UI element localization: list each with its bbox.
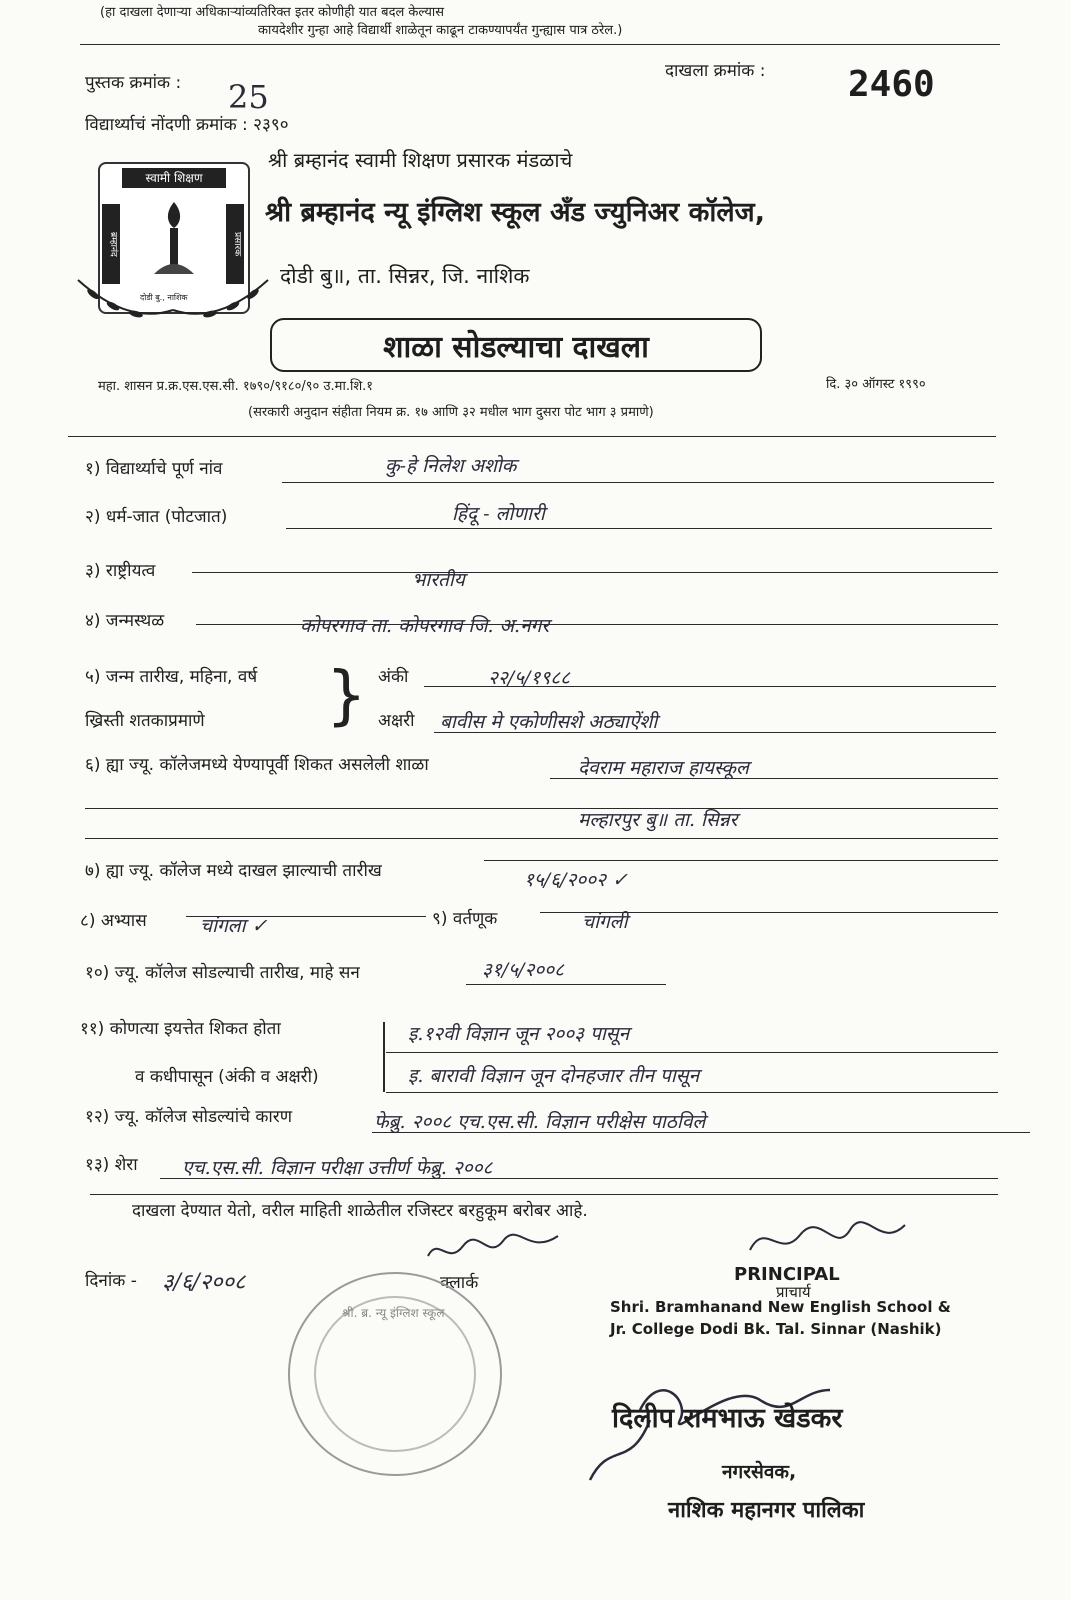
field-line: [484, 860, 998, 861]
field-value-class-since: इ. बारावी विज्ञान जून दोनहजार तीन पासून: [408, 1065, 700, 1087]
notice-line-1: (हा दाखला देणाऱ्या अधिकाऱ्यांव्यतिरिक्त इतर कोणीही यात बदल केल्यास: [100, 5, 445, 20]
attester-organization: नाशिक महानगर पालिका: [668, 1498, 865, 1523]
divider: [80, 44, 1000, 45]
field-label-conduct: ९) वर्तणूक: [432, 909, 498, 929]
book-number: 25: [228, 78, 269, 116]
clerk-label: क्लार्क: [440, 1273, 479, 1293]
field-label-religion-caste: २) धर्म-जात (पोटजात): [85, 507, 228, 527]
logo-right-text: प्रसारक: [226, 204, 244, 284]
field-value-progress: चांगला ✓: [200, 915, 268, 937]
field-line: [90, 1194, 998, 1195]
certificate-number-label: दाखला क्रमांक :: [665, 61, 766, 81]
seal-text: श्री. ब्र. न्यू इंग्लिश स्कूल: [342, 1306, 445, 1320]
rule-reference: (सरकारी अनुदान संहीता नियम क्र. १७ आणि ३२ मधील भाग दुसरा पोट भाग ३ प्रमाणे): [248, 405, 654, 420]
birthdate-words-value: बावीस मे एकोणीसशे अठ्याऐंशी: [440, 711, 658, 733]
field-value-name: कु-हे निलेश अशोक: [385, 455, 517, 477]
field-line: [386, 1052, 998, 1053]
field-line: [466, 984, 666, 985]
date-value: ३/६/२००८: [162, 1270, 246, 1295]
principal-stamp-line-2: Jr. College Dodi Bk. Tal. Sinnar (Nashik): [610, 1320, 942, 1338]
document-title: शाळा सोडल्याचा दाखला: [270, 318, 762, 372]
attester-title: नगरसेवक,: [722, 1461, 797, 1483]
logo-top-text: स्वामी शिक्षण: [122, 168, 226, 188]
field-label-previous-school: ६) ह्या ज्यू. कॉलेजमध्ये येण्यापूर्वी शिकत असलेली शाळा: [85, 755, 429, 775]
government-reference: महा. शासन प्र.क्र.एस.एस.सी. १७९०/९१८०/९० उ.मा.शि.१: [98, 379, 374, 394]
registration-number: विद्यार्थ्याचं नोंदणी क्रमांक : २३९०: [85, 115, 289, 135]
birthdate-words-label: अक्षरी: [378, 711, 415, 731]
attester-name: दिलीप रामभाऊ खेडकर: [612, 1403, 843, 1434]
principal-stamp-line-1: Shri. Bramhanand New English School &: [610, 1298, 951, 1316]
school-seal: [288, 1272, 502, 1476]
principal-label-marathi: प्राचार्य: [776, 1283, 811, 1301]
field-label-birthdate-sub: ख्रिस्ती शतकाप्रमाणे: [85, 711, 205, 731]
field-line: [282, 482, 994, 483]
field-value-previous-school-line2: मल्हारपुर बु॥ ता. सिन्नर: [578, 809, 738, 831]
field-label-leaving-reason: १२) ज्यू. कॉलेज सोडल्यांचे कारण: [85, 1107, 293, 1127]
society-name: श्री ब्रम्हानंद स्वामी शिक्षण प्रसारक मंडळाचे: [268, 148, 573, 172]
field-label-progress: ८) अभ्यास: [80, 911, 147, 931]
laurel-icon: [68, 270, 278, 330]
field-label-remarks: १३) शेरा: [85, 1155, 138, 1175]
brace: }: [326, 659, 367, 733]
field-label-leaving-date: १०) ज्यू. कॉलेज सोडल्याची तारीख, माहे सन: [85, 963, 360, 983]
birthdate-digits-label: अंकी: [378, 667, 409, 687]
principal-label: PRINCIPAL: [734, 1264, 840, 1285]
school-name: श्री ब्रम्हानंद न्यू इंग्लिश स्कूल अँड ज्युनिअर कॉलेज,: [265, 197, 765, 228]
declaration: दाखला देण्यात येतो, वरील माहिती शाळेतील रजिस्टर बरहुकूम बरोबर आहे.: [132, 1201, 588, 1221]
field-line: [85, 838, 998, 839]
field-line: [85, 808, 998, 809]
field-value-previous-school: देवराम महाराज हायस्कूल: [578, 757, 749, 779]
field-value-admission-date: १५/६/२००२ ✓: [524, 869, 628, 891]
field-value-conduct: चांगली: [582, 911, 628, 933]
field-value-remarks: एच.एस.सी. विज्ञान परीक्षा उत्तीर्ण फेब्रु. २००८: [182, 1157, 493, 1179]
field-label-name: १) विद्यार्थ्याचे पूर्ण नांव: [85, 459, 223, 479]
government-date: दि. ३० ऑगस्ट १९९०: [826, 377, 926, 392]
logo-bottom-text: दोडी बु., नाशिक: [140, 293, 188, 302]
field-value-leaving-reason: फेब्रु. २००८ एच.एस.सी. विज्ञान परीक्षेस पाठविले: [374, 1111, 706, 1133]
field-value-nationality: भारतीय: [412, 569, 465, 591]
field-value-class: इ.१२वी विज्ञान जून २००३ पासून: [408, 1023, 630, 1045]
bracket: [383, 1022, 385, 1092]
field-value-leaving-date: ३१/५/२००८: [482, 959, 564, 981]
logo-left-text: ब्रम्हानंद: [102, 204, 120, 284]
field-label-admission-date: ७) ह्या ज्यू. कॉलेज मध्ये दाखल झाल्याची तारीख: [85, 861, 382, 881]
field-line: [386, 1092, 998, 1093]
clerk-signature: [418, 1226, 568, 1276]
certificate-number: 2460: [848, 64, 935, 105]
notice-line-2: कायदेशीर गुन्हा आहे विद्यार्थी शाळेतून काढून टाकण्यापर्यंत गुन्ह्यास पात्र ठरेल.): [258, 23, 623, 38]
divider: [68, 436, 996, 437]
book-number-label: पुस्तक क्रमांक :: [85, 73, 182, 93]
field-value-birthplace: कोपरगाव ता. कोपरगाव जि. अ.नगर: [300, 615, 550, 637]
field-line: [192, 572, 998, 573]
date-label: दिनांक -: [85, 1271, 137, 1291]
birthdate-digits-value: २२/५/१९८८: [488, 667, 570, 689]
field-label-birthplace: ४) जन्मस्थळ: [85, 611, 165, 631]
principal-signature: [740, 1210, 910, 1270]
field-value-religion-caste: हिंदू - लोणारी: [452, 503, 545, 525]
field-label-birthdate: ५) जन्म तारीख, महिना, वर्ष: [85, 667, 258, 687]
field-label-class: ११) कोणत्या इयत्तेत शिकत होता: [80, 1019, 281, 1039]
field-line: [286, 528, 992, 529]
field-label-nationality: ३) राष्ट्रीयत्व: [85, 561, 156, 581]
school-address: दोडी बु॥, ता. सिन्नर, जि. नाशिक: [280, 264, 530, 288]
field-label-class-since: व कधीपासून (अंकी व अक्षरी): [135, 1067, 319, 1087]
